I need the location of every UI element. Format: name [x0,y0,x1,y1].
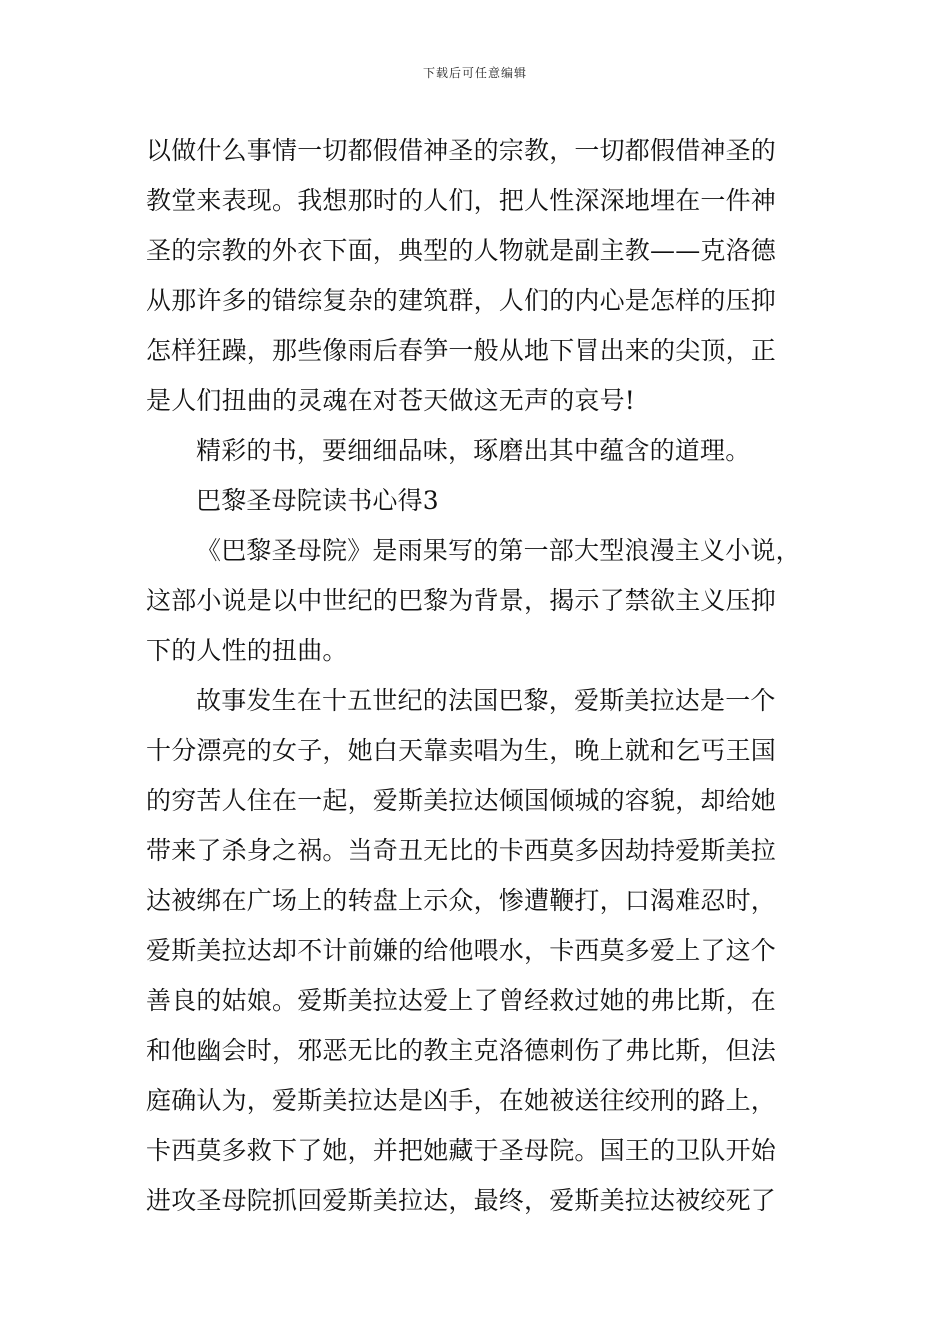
text-line: 庭确认为，爱斯美拉达是凶手，在她被送往绞刑的路上， [146,1086,777,1115]
section-title: 巴黎圣母院读书心得3 [196,486,439,515]
text-line: 爱斯美拉达却不计前嫌的给他喂水，卡西莫多爱上了这个 [146,936,777,965]
text-line: 下的人性的扭曲。 [146,636,348,665]
text-line: 达被绑在广场上的转盘上示众，惨遭鞭打，口渴难忍时， [146,886,777,915]
paragraph-line: 《巴黎圣母院》是雨果写的第一部大型浪漫主义小说， [196,536,801,565]
document-body [146,126,808,1226]
text-line: 从那许多的错综复杂的建筑群，人们的内心是怎样的压抑 [146,286,777,315]
paragraph-line: 精彩的书，要细细品味，琢磨出其中蕴含的道理。 [196,436,751,465]
text-line: 进攻圣母院抓回爱斯美拉达，最终，爱斯美拉达被绞死了 [146,1186,777,1215]
text-line: 十分漂亮的女子，她白天靠卖唱为生，晚上就和乞丐王国 [146,736,777,765]
text-line: 以做什么事情一切都假借神圣的宗教，一切都假借神圣的 [146,136,777,165]
text-line: 怎样狂躁，那些像雨后春笋一般从地下冒出来的尖顶，正 [146,336,777,365]
text-line: 带来了杀身之祸。当奇丑无比的卡西莫多因劫持爱斯美拉 [146,836,777,865]
text-line: 和他幽会时，邪恶无比的教主克洛德刺伤了弗比斯，但法 [146,1036,777,1065]
text-line: 是人们扭曲的灵魂在对苍天做这无声的哀号! [146,386,636,415]
paragraph-line: 故事发生在十五世纪的法国巴黎，爱斯美拉达是一个 [196,686,776,715]
text-line: 这部小说是以中世纪的巴黎为背景，揭示了禁欲主义压抑 [146,586,777,615]
text-line: 圣的宗教的外衣下面，典型的人物就是副主教——克洛德 [146,236,777,265]
text-line: 善良的姑娘。爱斯美拉达爱上了曾经救过她的弗比斯，在 [146,986,777,1015]
text-line: 教堂来表现。我想那时的人们，把人性深深地埋在一件神 [146,186,777,215]
page-header: 下载后可任意编辑 [422,66,527,80]
text-line: 的穷苦人住在一起，爱斯美拉达倾国倾城的容貌，却给她 [146,786,777,815]
text-line: 卡西莫多救下了她，并把她藏于圣母院。国王的卫队开始 [146,1136,777,1165]
